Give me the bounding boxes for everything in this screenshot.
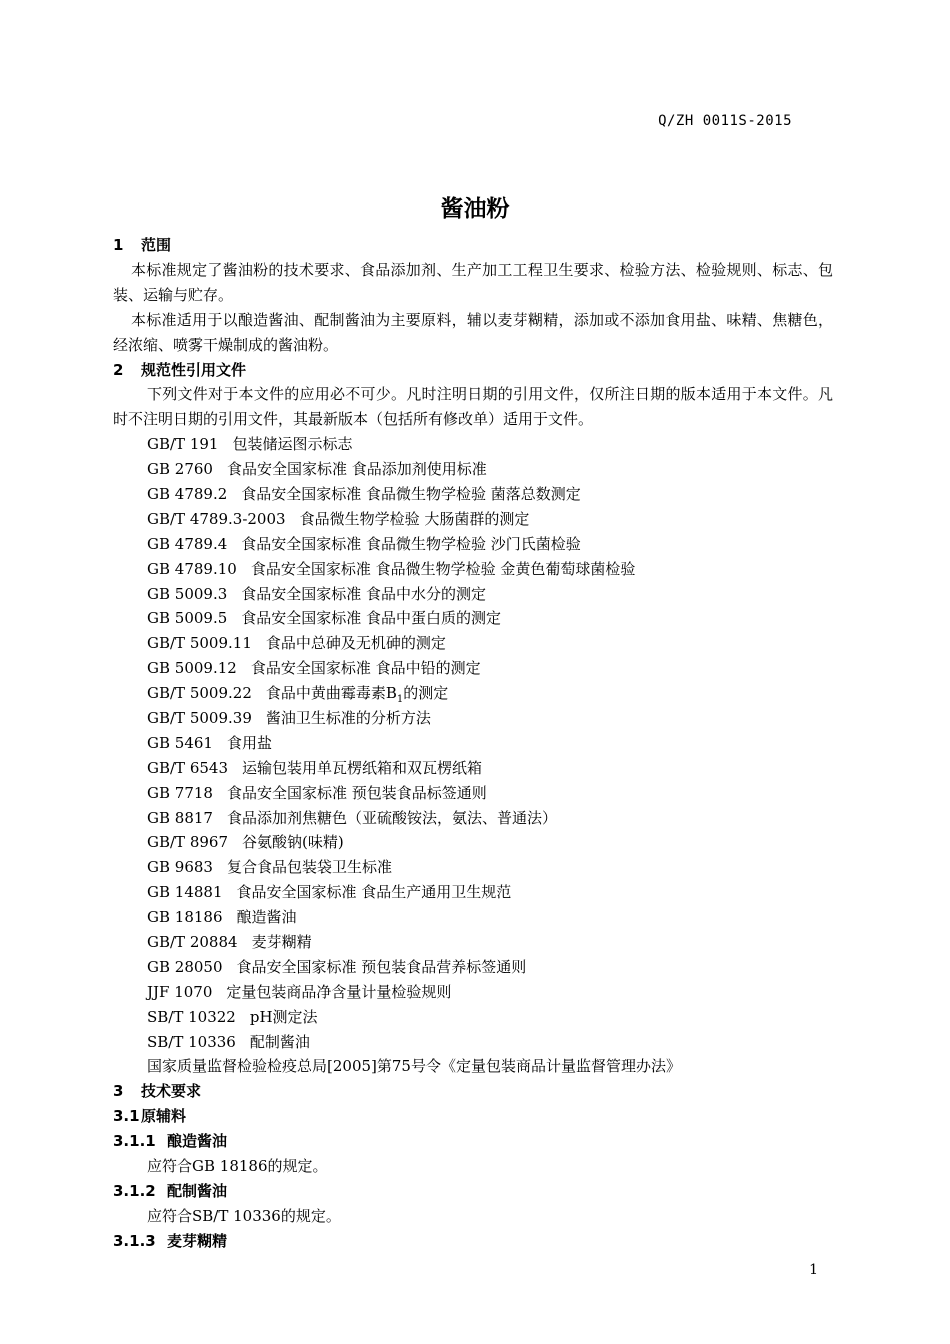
reference-item	[113, 1005, 833, 1030]
reference-title: 包装储运图示标志	[232, 435, 353, 454]
reference-title-suffix: 的测定	[403, 684, 449, 703]
reference-item	[113, 806, 833, 831]
reference-title: 食品安全国家标准 预包装食品营养标签通则	[236, 957, 527, 976]
section-3-1-1-text: 应符合GB 18186的规定。	[147, 1157, 328, 1176]
reference-title: 复合食品包装袋卫生标准	[226, 858, 392, 877]
reference-title: 食品安全国家标准 预包装食品标签通则	[226, 783, 487, 802]
reference-title: pH测定法	[249, 1007, 318, 1026]
reference-item	[113, 706, 833, 731]
reference-title: 食品中黄曲霉毒素B	[265, 684, 397, 703]
reference-item	[113, 830, 833, 855]
reference-item	[113, 432, 833, 457]
reference-title: 酱油卫生标准的分析方法	[265, 709, 431, 728]
reference-title: 食品安全国家标准 食品中水分的测定	[241, 584, 487, 603]
section-title: 麦芽糊精	[167, 1231, 228, 1250]
section-3-1-1-heading	[113, 1129, 833, 1154]
reference-item	[113, 781, 833, 806]
reference-item	[113, 756, 833, 781]
reference-item	[113, 855, 833, 880]
reference-item	[113, 606, 833, 631]
reference-code: GB 5461	[147, 733, 213, 752]
section-3-heading	[113, 1079, 833, 1104]
reference-code: GB/T 20884	[147, 933, 238, 952]
reference-title: 食品安全国家标准 食品微生物学检验 金黄色葡萄球菌检验	[250, 559, 636, 578]
reference-title: 定量包装商品净含量计量检验规则	[226, 982, 452, 1001]
reference-item: 国家质量监督检验检疫总局[2005]第75号令《定量包装商品计量监督管理办法》	[147, 1057, 681, 1076]
reference-item	[113, 980, 833, 1005]
document-code: Q/ZH 0011S-2015	[658, 113, 792, 129]
section-title: 配制酱油	[167, 1181, 228, 1200]
reference-code: GB/T 8967	[147, 833, 229, 852]
reference-code: GB 8817	[147, 808, 213, 827]
scope-paragraph-1: 本标准规定了酱油粉的技术要求、食品添加剂、生产加工工程卫生要求、检验方法、检验规则、标志、包装、运输与贮存。	[113, 260, 833, 304]
reference-code: JJF 1070	[147, 982, 213, 1001]
reference-code: GB 5009.5	[147, 609, 228, 628]
section-3-1-2-heading	[113, 1179, 833, 1204]
page-number: 1	[809, 1262, 818, 1278]
reference-code: GB 4789.2	[147, 485, 228, 503]
document-body	[113, 233, 833, 1254]
reference-title: 谷氨酸钠(味精)	[242, 833, 344, 852]
reference-title: 食品微生物学检验 大肠菌群的测定	[299, 509, 530, 528]
reference-item	[113, 582, 833, 607]
reference-title: 酿造酱油	[236, 908, 297, 927]
section-2-heading	[113, 358, 833, 383]
reference-title: 食品添加剂焦糖色（亚硫酸铵法，氨法、普通法）	[226, 808, 557, 827]
reference-code: GB 5009.12	[147, 659, 237, 678]
section-number: 2	[113, 360, 124, 379]
section-number: 3.1.1	[113, 1132, 156, 1151]
reference-title: 食品安全国家标准 食品微生物学检验 菌落总数测定	[241, 485, 581, 503]
section-title: 原辅料	[141, 1107, 187, 1126]
reference-code: GB 2760	[147, 460, 213, 479]
scope-paragraph-2: 本标准适用于以酿造酱油、配制酱油为主要原料，辅以麦芽糊精，添加或不添加食用盐、味精、焦糖色，经浓缩、喷雾干燥制成的酱油粉。	[113, 310, 833, 354]
section-number: 3.1	[113, 1107, 140, 1126]
section-1-heading	[113, 233, 833, 258]
reference-item	[113, 482, 833, 507]
section-title: 技术要求	[141, 1082, 202, 1101]
reference-code: GB/T 5009.22	[147, 684, 252, 703]
references-intro: 下列文件对于本文件的应用必不可少。凡时注明日期的引用文件，仅所注日期的版本适用于本文件。凡时不注明日期的引用文件，其最新版本（包括所有修改单）适用于文件。	[113, 385, 833, 429]
section-number: 3.1.2	[113, 1181, 156, 1200]
reference-title: 食品安全国家标准 食品中铅的测定	[250, 659, 481, 678]
section-title: 酿造酱油	[167, 1132, 228, 1151]
reference-item	[113, 905, 833, 930]
reference-title: 食品安全国家标准 食品添加剂使用标准	[226, 460, 487, 479]
reference-title: 运输包装用单瓦楞纸箱和双瓦楞纸箱	[242, 758, 483, 777]
section-number: 1	[113, 236, 124, 254]
reference-code: GB 28050	[147, 957, 223, 976]
section-3-1-3-heading	[113, 1229, 833, 1254]
document-title: 酱油粉	[440, 196, 510, 222]
reference-code: GB/T 5009.11	[147, 634, 252, 653]
reference-subscript: 1	[396, 694, 404, 706]
reference-title: 食品安全国家标准 食品微生物学检验 沙门氏菌检验	[241, 534, 581, 553]
section-title: 范围	[141, 236, 172, 254]
section-number: 3	[113, 1082, 124, 1101]
reference-item	[113, 930, 833, 955]
reference-item	[113, 532, 833, 557]
reference-item	[113, 507, 833, 532]
reference-title: 食品安全国家标准 食品生产通用卫生规范	[236, 883, 512, 902]
reference-item	[113, 557, 833, 582]
section-title: 规范性引用文件	[141, 360, 247, 379]
reference-title: 食品中总砷及无机砷的测定	[265, 634, 446, 653]
reference-code: GB 4789.10	[147, 559, 237, 578]
reference-code: GB/T 191	[147, 435, 219, 454]
reference-code: GB 4789.4	[147, 534, 228, 553]
reference-code: SB/T 10336	[147, 1032, 236, 1051]
reference-item	[113, 731, 833, 756]
reference-title: 麦芽糊精	[251, 933, 312, 952]
reference-code: GB/T 5009.39	[147, 709, 252, 728]
reference-code: GB/T 4789.3-2003	[147, 509, 286, 528]
reference-code: GB 7718	[147, 783, 213, 802]
reference-code: GB 14881	[147, 883, 223, 902]
reference-item	[113, 880, 833, 905]
reference-item	[113, 457, 833, 482]
reference-item	[113, 681, 833, 706]
reference-list	[113, 432, 833, 1054]
reference-item	[113, 955, 833, 980]
reference-title: 食品安全国家标准 食品中蛋白质的测定	[241, 609, 502, 628]
reference-title: 配制酱油	[249, 1032, 310, 1051]
section-number: 3.1.3	[113, 1231, 156, 1250]
reference-code: GB 9683	[147, 858, 213, 877]
section-3-1-heading	[113, 1104, 833, 1129]
reference-code: SB/T 10322	[147, 1007, 236, 1026]
reference-code: GB 18186	[147, 908, 223, 927]
reference-code: GB/T 6543	[147, 758, 229, 777]
reference-item	[113, 631, 833, 656]
reference-title: 食用盐	[226, 733, 272, 752]
reference-item	[113, 656, 833, 681]
reference-item	[113, 1030, 833, 1055]
reference-code: GB 5009.3	[147, 584, 228, 603]
section-3-1-2-text: 应符合SB/T 10336的规定。	[147, 1206, 341, 1225]
